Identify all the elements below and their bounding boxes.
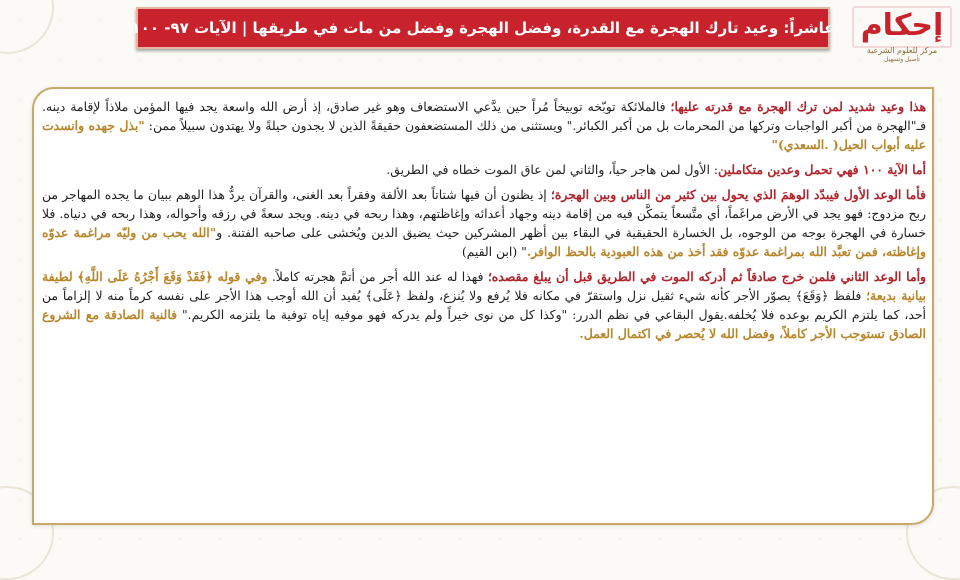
logo-mark: إحكام xyxy=(860,8,944,43)
body-text: فلفظ ﴿وَقَعَ﴾ يصوّر الأجر كأنه شيء ثقيل نزل واستقرّ في مكانه فلا يُرفع ولا يُنزع، ولفظ ﴿عَلَى﴾ يُفيد أن الله أوجب هذا الأجر على نفسه كرماً منه لا إلزاماً من أحد، كما يلتزم الكريم بوعده فلا يُخلفه.يقول البقاعي في نظم الدرر: "وكذا كل من نوى خيراً ولم يدركه فهو موفيه إياه توفية ما يلتزمه الكريم." xyxy=(42,288,926,322)
paragraph-2 xyxy=(42,160,926,179)
highlight-red: أما الآية ١٠٠ فهي تحمل وعدين متكاملين xyxy=(718,162,926,177)
body-text: " (ابن القيم) xyxy=(461,244,527,259)
highlight-red: هذا وعيد شديد لمن ترك الهجرة مع قدرته عليها؛ xyxy=(670,99,927,114)
paragraph-4 xyxy=(42,267,926,343)
highlight-gold: وفي قوله ﴿فَقَدْ وَقَعَ أَجْرُهُ عَلَى اللَّهِ﴾ لطيفة بيانية بديعة؛ xyxy=(42,269,926,303)
highlight-gold: فالنية الصادقة مع الشروع الصادق تستوجب الأجر كاملاً، وفضل الله لا يُحصر في اكتمال العمل. xyxy=(42,307,926,341)
logo-frame xyxy=(852,6,952,48)
body-text: إذ يظنون أن فيها شتاتاً بعد الألفة وفقراً بعد الغنى، والقرآن يردُّ هذا الوهم ببيان ما يجده المهاجر من ربح مزدوج: فهو يجد في الأرض مراغَماً، أي متَّسعاً يتمكَّن فيه من إقامة دينه وجهاد أعدائه وإغاظتهم، وهذا ربحه في دينه. ويجد سعةً في رزقه وأحواله، وهذا ربحه في دنياه. فلا خسارة في الهجرة بوجه من الوجوه، بل الخسارة الحقيقية في البقاء بين أظهر المشركين حيث يضيق الدين ويُخشى على صاحبه الفتنة. و xyxy=(42,187,927,240)
slide-title-banner xyxy=(131,7,835,49)
body-text: فالملائكة توبّخه توبيخاً مُراً حين يدَّعي الاستضعاف وهو غير صادق، إذ أرض الله واسعة يجد فيها المؤمن ملاذاً لإقامة دينه. فـ"الهجرة من أكبر الواجبات وتركها من المحرمات بل من أكبر الكبائر." ويستثنى من ذلك المستضعفون حقيقةً الذين لا يجدون حيلةً ولا يهتدون سبيلاً ممن: xyxy=(42,99,926,133)
highlight-red: فأما الوعد الأول فيبدّد الوهمَ الذي يحول بين كثير من الناس وبين الهجرة؛ xyxy=(550,187,926,202)
body-text: : الأول لمن هاجر حياً، والثاني لمن عاق الموت خطاه في الطريق. xyxy=(386,162,719,177)
logo-subtitle: مركز للعلوم الشرعية xyxy=(866,46,938,55)
body-text: فهذا له عند الله أجر من أتمَّ هجرته كاملاً. xyxy=(267,269,488,284)
logo xyxy=(852,6,952,74)
highlight-red: وأما الوعد الثاني فلمن خرج صادقاً ثم أدركه الموت في الطريق قبل أن يبلغ مقصده؛ xyxy=(487,269,927,284)
highlight-gold: "الله يحب من وليّه مراغمة عدوّه وإغاظته، فمن تعبَّد الله بمراغمة عدوّه فقد أخذ من هذه العبودية بالحظ الوافر. xyxy=(42,225,926,259)
slide-title: عاشراً: وعيد تارك الهجرة مع القدرة، وفضل الهجرة وفضل من مات في طريقها | الآيات ٩٧- ١٠٠ xyxy=(131,19,835,37)
highlight-gold: "بذل جهده وانسدت عليه أبواب الحيل( .السعدي)" xyxy=(42,118,926,152)
paragraph-1 xyxy=(42,97,926,154)
paragraph-3 xyxy=(42,185,926,261)
logo-subtitle-secondary: تأصيل وتسهيل xyxy=(884,56,920,63)
content-text xyxy=(42,97,926,349)
